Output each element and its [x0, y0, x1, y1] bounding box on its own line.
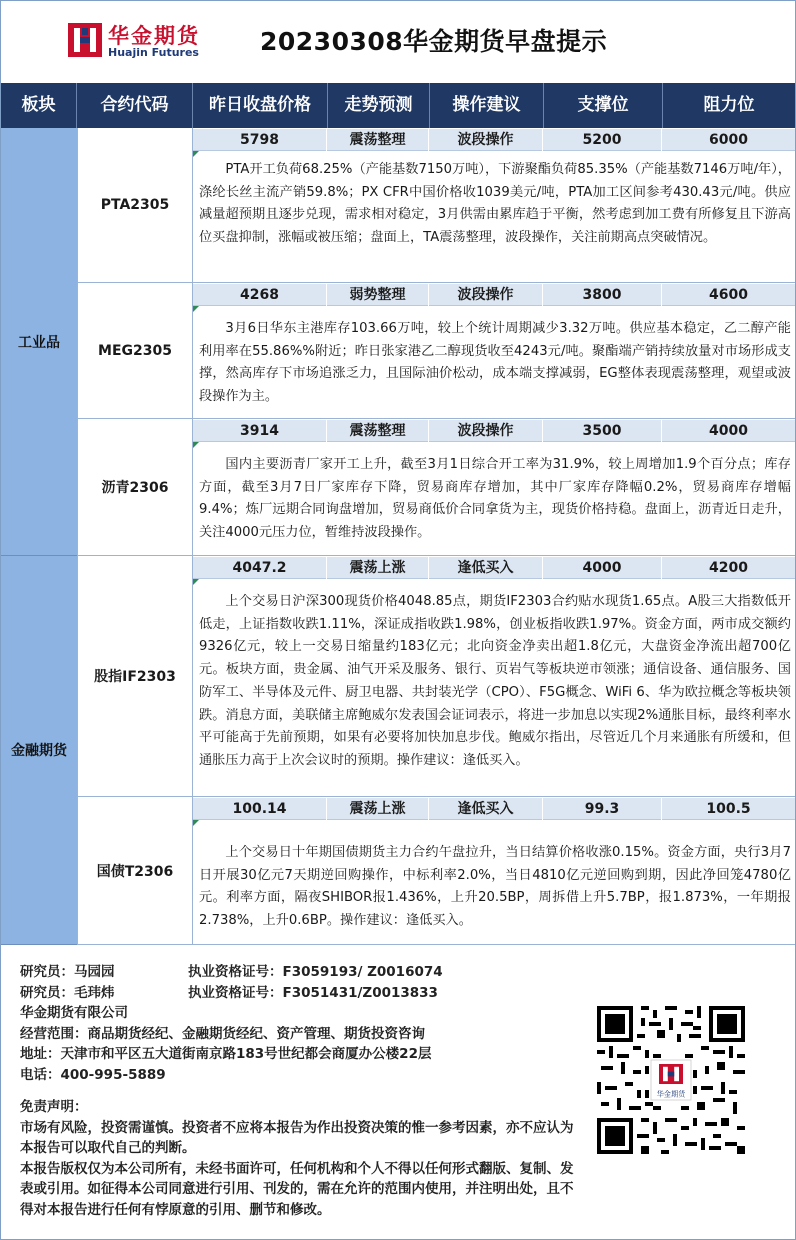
analysis-text-content: PTA开工负荷68.25%（产能基数7150万吨），下游聚酯负荷85.35%（产能基数7146万吨/年），涤纶长丝主流产销59.8%；PX CFR中国价格收1039美元/吨，PTA加工区间参考430.43元/吨。供应减量超预期且逐步兑现，需求相对稳定，3月供需由累库趋于平衡，然考虑到加工费有所修复且下游高位买盘抑制，涨幅或被压缩；盘面上，TA震荡整理，波段操作，关注前期高点突破情况。 — [199, 162, 791, 246]
trend-forecast: 震荡上涨 — [327, 557, 429, 579]
researcher-name: 研究员：毛玮炜 — [20, 984, 115, 1001]
report-header — [0, 0, 796, 82]
sector-cell-financial: 金融期货 — [1, 556, 77, 945]
researcher-name: 研究员：马园园 — [20, 964, 115, 980]
header-advice: 操作建议 — [430, 83, 544, 128]
resistance-level: 4200 — [709, 560, 748, 576]
table-header — [1, 83, 795, 128]
operation-advice: 逢低买入 — [429, 798, 543, 820]
qr-code-icon — [597, 1006, 745, 1154]
resistance-level: 100.5 — [706, 801, 751, 817]
contract-code: 国债T2306 — [77, 797, 193, 945]
analysis-text — [193, 820, 795, 945]
analysis-text-content: 国内主要沥青厂家开工上升，截至3月1日综合开工率为31.9%，较上周增加1.9个百分点；库存方面，截至3月7日厂家库存下降，贸易商库存增加，其中厂家库存降幅0.2%，贸易商库存增幅9.4%；炼厂远期合同询盘增加，贸易商低价合同拿货为主，现货价格持稳。盘面上，沥青近日走升，关注4000元压力位，暂维持波段操作。 — [199, 457, 791, 541]
row-values — [193, 420, 795, 442]
company-logo — [68, 20, 213, 62]
support-level: 5200 — [543, 129, 662, 151]
header-sector: 板块 — [1, 83, 77, 128]
analysis-text-content: 3月6日华东主港库存103.66万吨，较上个统计周期减少3.32万吨。供应基本稳定，乙二醇产能利用率在55.86%%附近；昨日张家港乙二醇现货收至4243元/吨。聚酯端产销持续放量对市场形成支撑，然高库存下市场追涨乏力，且国际油价松动，成本端支撑减弱，EG整体表现震荡整理，观望或波段操作为主。 — [199, 321, 791, 405]
analysis-text — [193, 306, 795, 419]
company-address: 地址：天津市和平区五大道街南京路183号世纪都会商厦办公楼22层 — [20, 1046, 432, 1062]
company-name: 华金期货有限公司 — [20, 1005, 128, 1021]
close-price: 3914 — [193, 420, 327, 442]
close-price: 4047.2 — [193, 557, 327, 579]
comment-marker-icon — [193, 306, 199, 312]
close-price: 4268 — [193, 284, 327, 306]
support-level: 3500 — [543, 420, 662, 442]
operation-advice: 波段操作 — [429, 420, 543, 442]
trend-forecast: 震荡整理 — [327, 420, 429, 442]
logo-name-cn: 华金期货 — [108, 24, 200, 48]
resistance-level: 4000 — [709, 423, 748, 439]
comment-marker-icon — [193, 820, 199, 826]
comment-marker-icon — [193, 579, 199, 585]
header-trend: 走势预测 — [328, 83, 430, 128]
disclaimer-title: 免责声明： — [20, 1099, 88, 1115]
researcher-row — [20, 983, 580, 1004]
support-level: 99.3 — [543, 798, 662, 820]
trend-forecast: 震荡上涨 — [327, 798, 429, 820]
close-price: 5798 — [193, 129, 327, 151]
logo-name-en: Huajin Futures — [108, 46, 199, 59]
company-phone: 电话：400-995-5889 — [20, 1066, 166, 1083]
trend-forecast: 弱势整理 — [327, 284, 429, 306]
header-close-price: 昨日收盘价格 — [193, 83, 328, 128]
analysis-text-content: 上个交易日十年期国债期货主力合约午盘拉升，当日结算价格收涨0.15%。资金方面，央行3月7日开展30亿元7天期逆回购操作，中标利率2.0%，当日4810亿元逆回购到期，因此净回笼4780亿元。利率方面，隔夜SHIBOR报1.436%，上升20.5BP，周拆借上升5.7BP，报1.873%，一年期报2.738%，上升0.6BP。操作建议：逢低买入。 — [199, 845, 791, 929]
business-scope: 经营范围：商品期货经纪、金融期货经纪、资产管理、期货投资咨询 — [20, 1025, 425, 1042]
analysis-text — [193, 151, 795, 283]
contract-code: MEG2305 — [77, 283, 193, 419]
comment-marker-icon — [193, 442, 199, 448]
disclaimer-paragraph: 本报告版权仅为本公司所有，未经书面许可，任何机构和个人不得以任何形式翻版、复制、发表或引用。如征得本公司同意进行引用、刊发的，需在允许的范围内使用，并注明出处，且不得对本报告进行任何有悖原意的引用、删节和修改。 — [20, 1160, 574, 1218]
operation-advice: 波段操作 — [429, 284, 543, 306]
report-title: 20230308华金期货早盘提示 — [260, 27, 608, 56]
researcher-cert: 执业资格证号：F3051431/Z0013833 — [188, 984, 438, 1001]
huajin-logo-icon — [68, 23, 102, 57]
resistance-level: 6000 — [709, 132, 748, 148]
sector-cell-industrial: 工业品 — [1, 128, 77, 556]
header-resistance: 阻力位 — [703, 95, 755, 115]
close-price: 100.14 — [193, 798, 327, 820]
analysis-text — [193, 442, 795, 556]
trend-forecast: 震荡整理 — [327, 129, 429, 151]
report-footer — [20, 962, 580, 1220]
operation-advice: 逢低买入 — [429, 557, 543, 579]
support-level: 4000 — [543, 557, 662, 579]
analysis-text — [193, 579, 795, 797]
row-values — [193, 284, 795, 306]
qr-center-logo-text: 华金期货 — [656, 1089, 686, 1099]
row-values — [193, 557, 795, 579]
analysis-text-content: 上个交易日沪深300现货价格4048.85点，期货IF2303合约贴水现货1.65点。A股三大指数低开低走，上证指数收跌1.11%，深证成指收跌1.98%，创业板指收跌1.97%。资金方面，两市成交额约9326亿元，较上一交易日缩量约183亿元；北向资金净卖出超1.8亿元，大盘资金净流出超700亿元。板块方面，贵金属、油气开采及服务、银行、页岩气等板块逆市领涨；通信设备、通信服务、国防军工、半导体及元件、厨卫电器、共封装光学（CPO）、F5G概念、WiFi 6、华为欧拉概念等板块领跌。消息方面，美联储主席鲍威尔发表国会证词表示，将进一步加息以实现2%通胀目标，最终利率水平可能高于先前预期，如果有必要将加快加息步伐。鲍威尔指出，尽管近几个月来通胀有所缓和，但通胀压力高于上次会议时的预期。操作建议：逢低买入。 — [199, 594, 791, 768]
comment-marker-icon — [193, 151, 199, 157]
researcher-cert: 执业资格证号：F3059193/ Z0016074 — [188, 964, 443, 980]
row-values — [193, 129, 795, 151]
contract-code: PTA2305 — [77, 128, 193, 283]
header-support: 支撑位 — [544, 83, 663, 128]
disclaimer-paragraph: 市场有风险，投资需谨慎。投资者不应将本报告为作出投资决策的惟一参考因素，亦不应认为本报告可以取代自己的判断。 — [20, 1119, 574, 1156]
header-contract: 合约代码 — [77, 83, 193, 128]
resistance-level: 4600 — [709, 287, 748, 303]
support-level: 3800 — [543, 284, 662, 306]
contract-code: 股指IF2303 — [77, 556, 193, 797]
operation-advice: 波段操作 — [429, 129, 543, 151]
row-values — [193, 798, 795, 820]
contract-code: 沥青2306 — [77, 419, 193, 556]
researcher-row — [20, 962, 580, 983]
